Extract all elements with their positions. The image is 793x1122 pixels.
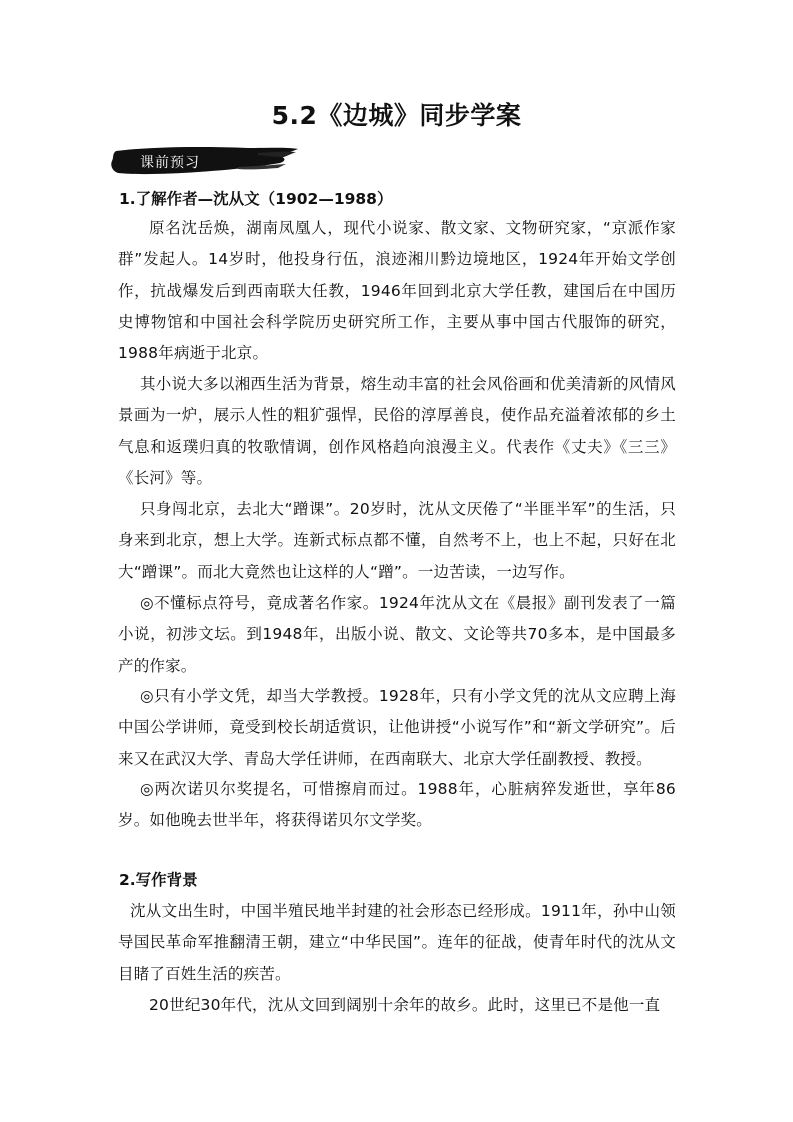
section-heading-author: 1.了解作者—沈从文（1902—1988） bbox=[119, 190, 393, 208]
document-title: 5.2《边城》同步学案 bbox=[271, 101, 522, 130]
paragraph-style: 其小说大多以湘西生活为背景，熔生动丰富的社会风俗画和优美清新的风情风景画为一炉，展示人性的粗犷强悍，民俗的淳厚善良，使作品充溢着浓郁的乡土气息和返璞归真的牧歌情调，创作风格趋向浪漫主义。代表作《丈夫》《三三》《长河》等。 bbox=[118, 375, 676, 487]
paragraph-professor: ◎只有小学文凭，却当大学教授。1928年，只有小学文凭的沈从文应聘上海中国公学讲师，竟受到校长胡适赏识，让他讲授“小说写作”和“新文学研究”。后来又在武汉大学、青岛大学任讲师，在西南联大、北京大学任副教授、教授。 bbox=[118, 687, 676, 768]
paragraph-hometown: 20世纪30年代，沈从文回到阔别十余年的故乡。此时，这里已不是他一直 bbox=[149, 996, 661, 1014]
paragraph-punctuation: ◎不懂标点符号，竟成著名作家。1924年沈从文在《晨报》副刊发表了一篇小说，初涉文坛。到1948年，出版小说、散文、文论等共70多本，是中国最多产的作家。 bbox=[118, 594, 676, 675]
brush-stroke-icon bbox=[108, 143, 300, 179]
paragraph-beijing: 只身闯北京，去北大“蹭课”。20岁时，沈从文厌倦了“半匪半军”的生活，只身来到北京，想上大学。连新式标点都不懂，自然考不上，也上不起，只好在北大“蹭课”。而北大竟然也让这样的人“蹭”。一边苦读，一边写作。 bbox=[118, 500, 676, 581]
section-heading-background: 2.写作背景 bbox=[119, 871, 198, 889]
paragraph-nobel: ◎两次诺贝尔奖提名，可惜擦肩而过。1988年，心脏病猝发逝世，享年86岁。如他晚去世半年，将获得诺贝尔文学奖。 bbox=[118, 780, 676, 830]
section-banner bbox=[108, 143, 300, 179]
banner-label: 课前预习 bbox=[140, 155, 200, 171]
paragraph-author-bio: 原名沈岳焕，湖南凤凰人，现代小说家、散文家、文物研究家，“京派作家群”发起人。14岁时，他投身行伍，浪迹湘川黔边境地区，1924年开始文学创作，抗战爆发后到西南联大任教，1946年回到北京大学任教，建国后在中国历史博物馆和中国社会科学院历史研究所工作，主要从事中国古代服饰的研究，1988年病逝于北京。 bbox=[118, 219, 676, 363]
paragraph-background: 沈从文出生时，中国半殖民地半封建的社会形态已经形成。1911年，孙中山领导国民革命军推翻清王朝，建立“中华民国”。连年的征战，使青年时代的沈从文目睹了百姓生活的疾苦。 bbox=[118, 902, 676, 983]
